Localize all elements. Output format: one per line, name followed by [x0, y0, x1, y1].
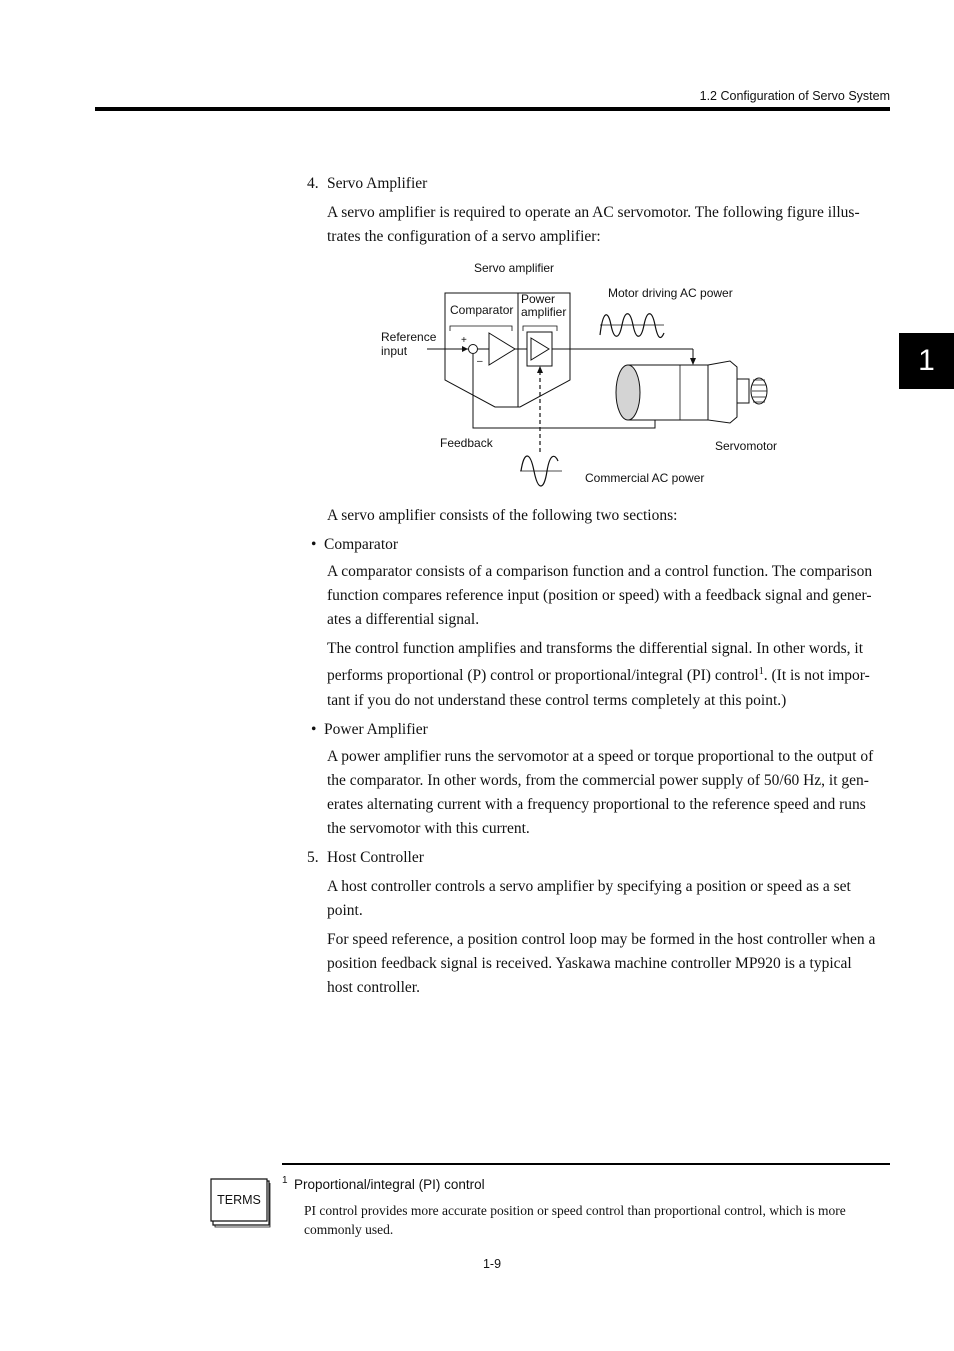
power-amp-l1: A power amplifier runs the servomotor at a speed or torque proportional to the output of [327, 748, 874, 765]
comparator-p1-l2: function compares reference input (position or speed) with a feedback signal and gener- [327, 587, 872, 604]
summing-junction [469, 345, 478, 354]
header-rule [95, 107, 890, 111]
servo-amplifier-figure [375, 255, 795, 495]
footnote-title: Proportional/integral (PI) control [294, 1177, 485, 1192]
motor-ac-waveform [600, 314, 664, 338]
label-reference-l2: input [381, 344, 408, 358]
host-p2-l3: host controller. [327, 979, 420, 996]
comparator-p1-l3: ates a differential signal. [327, 611, 480, 628]
sections-intro: A servo amplifier consists of the following two sections: [327, 507, 678, 524]
host-p1-l1: A host controller controls a servo amplifier by specifying a position or speed as a set [327, 878, 851, 895]
footnote-text: PI control provides more accurate position or speed control than proportional control, which is more commonly used. [304, 1203, 846, 1237]
label-reference-l1: Reference [381, 330, 437, 344]
footnote-ref: 1 [758, 665, 764, 677]
heading-comparator: Comparator [324, 536, 399, 553]
motor-shaft [737, 379, 749, 403]
section-heading-host-controller: Host Controller [327, 849, 424, 866]
comparator-p2-l3: tant if you do not understand these control terms completely at this point.) [327, 692, 787, 709]
comparator-p1-l1: A comparator consists of a comparison function and a control function. The comparison [327, 563, 873, 580]
terms-label: TERMS [217, 1193, 261, 1207]
label-feedback: Feedback [440, 436, 493, 450]
label-comparator: Comparator [450, 303, 514, 317]
reference-arrow-head [462, 346, 468, 352]
motor-feed-arrow [690, 358, 696, 365]
comparator-p2-l1: The control function amplifies and transforms the differential signal. In other words, it [327, 640, 864, 657]
comparator-p2-l2: performs proportional (P) control or proportional/integral (PI) control$^1$. (It is not impor- [327, 665, 870, 684]
section-number-5: 5. [307, 849, 319, 866]
label-commercial-ac: Commercial AC power [585, 471, 705, 485]
label-power-l2: amplifier [521, 305, 567, 319]
power-amplifier-triangle [531, 338, 549, 360]
power-amp-l2: the comparator. In other words, from the commercial power supply of 50/60 Hz, it gen- [327, 772, 869, 789]
section-heading-servo-amplifier: Servo Amplifier [327, 175, 428, 192]
label-motor-ac: Motor driving AC power [608, 286, 733, 300]
comparator-bracket [450, 326, 512, 331]
label-servo-amplifier: Servo amplifier [474, 261, 555, 275]
power-bracket [523, 326, 557, 331]
heading-power-amplifier: Power Amplifier [324, 721, 428, 738]
label-power-l1: Power [521, 292, 556, 306]
power-amp-l4: the servomotor with this current. [327, 820, 530, 837]
bullet-comparator: • [311, 536, 317, 553]
label-plus: + [461, 335, 467, 346]
footnote-number: 1 [282, 1175, 288, 1186]
footnote-rule [282, 1163, 890, 1165]
motor-flange [708, 361, 737, 423]
label-minus: – [477, 356, 483, 367]
page-number: 1-9 [482, 1257, 502, 1271]
motor-end-face [616, 365, 640, 420]
running-header: 1.2 Configuration of Servo System [699, 89, 890, 103]
bullet-power-amplifier: • [311, 721, 317, 738]
chapter-tab: 1 [899, 333, 954, 389]
host-p2-l2: position feedback signal is received. Yaskawa machine controller MP920 is a typical [327, 955, 852, 972]
section-number-4: 4. [307, 175, 319, 192]
comparator-triangle [489, 333, 515, 365]
power-amp-l3: erates alternating current with a frequency proportional to the reference speed and runs [327, 796, 866, 813]
servo-amp-intro-line-2: trates the configuration of a servo amplifier: [327, 228, 601, 245]
host-p2-l1: For speed reference, a position control loop may be formed in the host controller when a [327, 931, 876, 948]
servo-amp-intro-line-1: A servo amplifier is required to operate an AC servomotor. The following figure illus- [327, 204, 860, 221]
label-servomotor: Servomotor [715, 439, 778, 453]
host-p1-l2: point. [327, 902, 363, 919]
